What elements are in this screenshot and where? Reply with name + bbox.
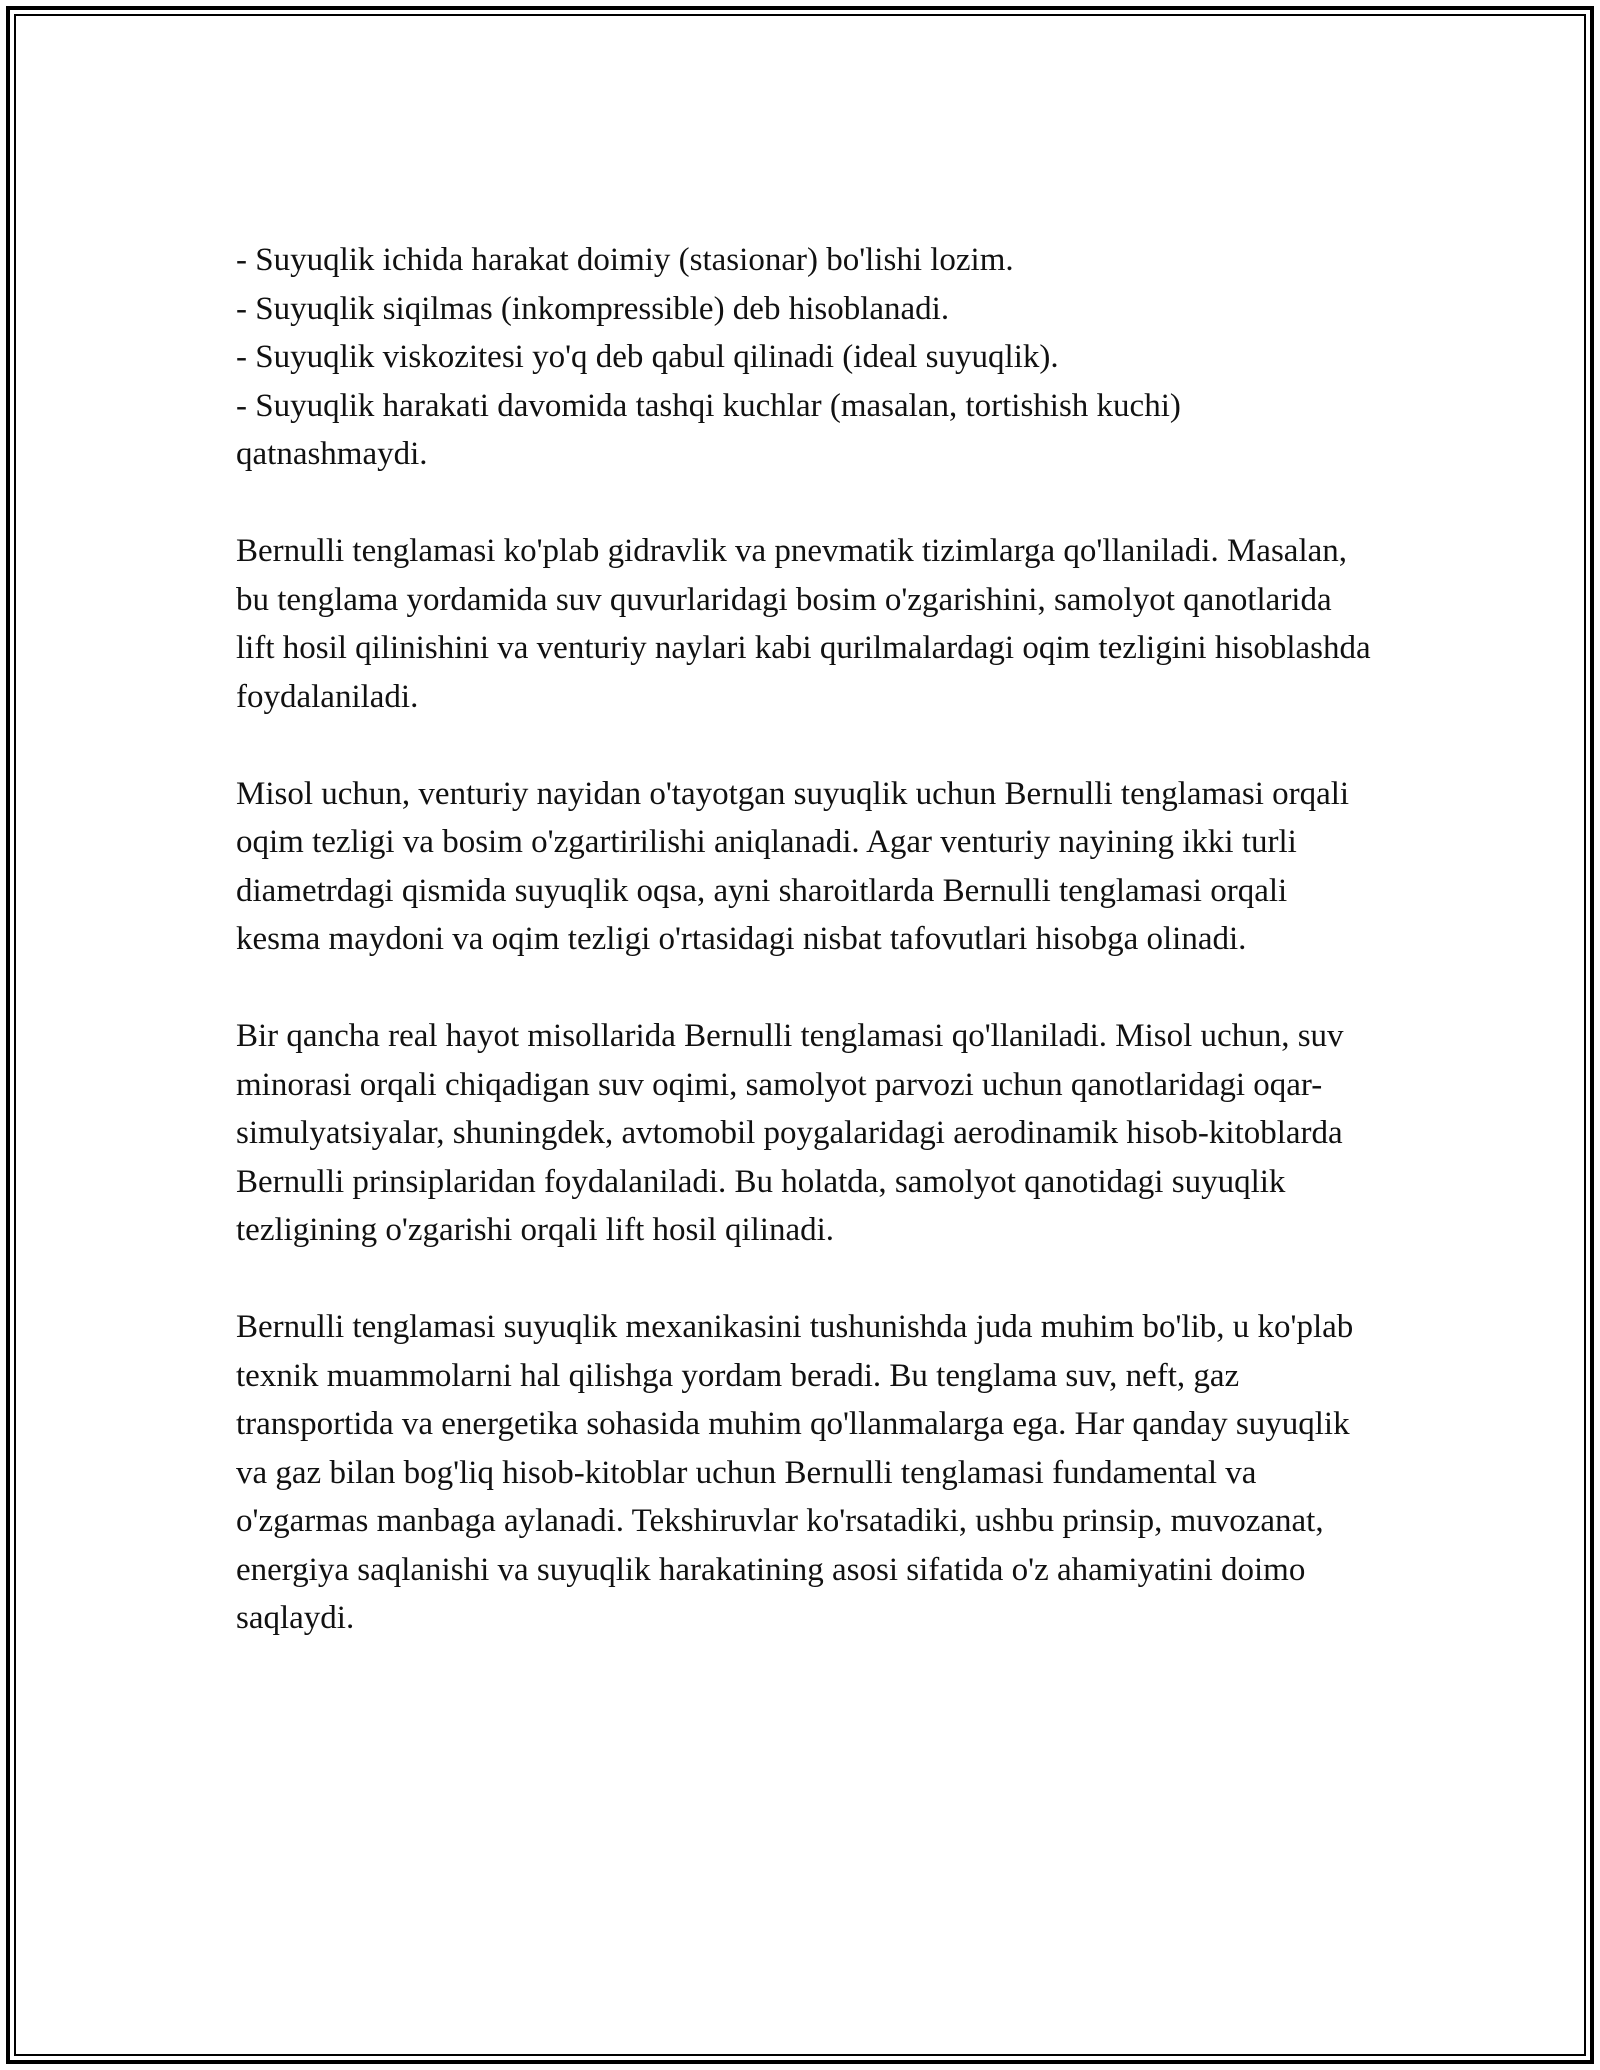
paragraph-applications: Bernulli tenglamasi ko'plab gidravlik va pnevmatik tizimlarga qo'llaniladi. Masalan, bu tenglama yordamida suv quvurlaridagi bosim o'zgarishini, samolyot qanotlarida lift hosil qilinishini va venturiy naylari kabi qurilmalardagi oqim tezligini hisoblashda foydalaniladi.: [236, 533, 1371, 715]
list-item: - Suyuqlik siqilmas (inkompressible) deb hisoblanadi.: [236, 290, 950, 327]
document-body: [236, 236, 1376, 1691]
assumptions-list: [236, 236, 1376, 479]
paragraph-real-life-examples: Bir qancha real hayot misollarida Bernulli tenglamasi qo'llaniladi. Misol uchun, suv minorasi orqali chiqadigan suv oqimi, samolyot parvozi uchun qanotlaridagi oqar-simulyatsiyalar, shuningdek, avtomobil poygalaridagi aerodinamik hisob-kitoblarda Bernulli prinsiplaridan foydalaniladi. Bu holatda, samolyot qanotidagi suyuqlik tezligining o'zgarishi orqali lift hosil qilinadi.: [236, 1018, 1344, 1248]
list-item: - Suyuqlik harakati davomida tashqi kuchlar (masalan, tortishish kuchi) qatnashmaydi.: [236, 387, 1181, 472]
paragraph-conclusion: Bernulli tenglamasi suyuqlik mexanikasini tushunishda juda muhim bo'lib, u ko'plab texnik muammolarni hal qilishga yordam beradi. Bu tenglama suv, neft, gaz transportida va energetika sohasida muhim qo'llanmalarga ega. Har qanday suyuqlik va gaz bilan bog'liq hisob-kitoblar uchun Bernulli tenglamasi fundamental va o'zgarmas manbaga aylanadi. Tekshiruvlar ko'rsatadiki, ushbu prinsip, muvozanat, energiya saqlanishi va suyuqlik harakatining asosi sifatida o'z ahamiyatini doimo saqlaydi.: [236, 1309, 1354, 1636]
list-item: - Suyuqlik viskozitesi yo'q deb qabul qilinadi (ideal suyuqlik).: [236, 339, 1059, 375]
list-item: - Suyuqlik ichida harakat doimiy (stasionar) bo'lishi lozim.: [236, 242, 1014, 278]
paragraph-venturi-example: Misol uchun, venturiy nayidan o'tayotgan suyuqlik uchun Bernulli tenglamasi orqali oqim tezligi va bosim o'zgartirilishi aniqlanadi. Agar venturiy nayining ikki turli diametrdagi qismida suyuqlik oqsa, ayni sharoitlarda Bernulli tenglamasi orqali kesma maydoni va oqim tezligi o'rtasidagi nisbat tafovutlari hisobga olinadi.: [236, 775, 1350, 957]
